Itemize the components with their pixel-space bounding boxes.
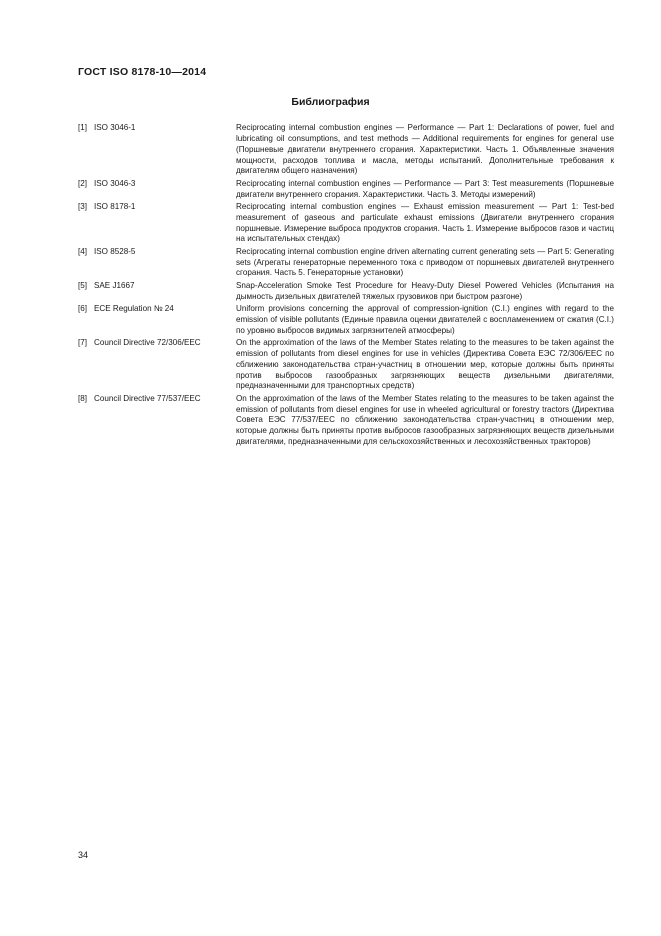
entry-description: Reciprocating internal combustion engines — Performance — Part 3: Test measurements (Поршневые двигатели внутреннего сгорания. Характеристики. Часть 3. Методы измерений) — [236, 178, 614, 199]
entry-reference: ECE Regulation № 24 — [94, 304, 174, 313]
bibliography-entry — [78, 281, 614, 303]
entry-description: Uniform provisions concerning the approval of compression-ignition (C.I.) engines with regard to the emission of visible pollutants (Единые правила оценки двигателей с воспламенением от сжатия (C.I.) по уровню выбросов видимых загрязнителей атмосферы) — [236, 304, 614, 335]
entry-reference: Council Directive 77/537/EEC — [94, 393, 201, 403]
entry-number: [3] — [78, 201, 87, 211]
page-number: 34 — [78, 850, 89, 860]
bibliography-entry — [78, 304, 614, 337]
entry-reference: ISO 8178-1 — [94, 201, 136, 211]
bibliography-entry — [78, 179, 614, 201]
bibliography-entry — [78, 247, 614, 280]
entry-number: [2] — [78, 178, 87, 188]
entry-number: [6] — [78, 304, 87, 313]
entry-description: Reciprocating internal combustion engines — Performance — Part 1: Declarations of power, fuel and lubricating oil consumptions, and test methods — Additional requirements for engines for general use (Поршневые двигатели внутреннего сгорания. Характеристики. Часть 1. Объявленные значения мощности, расходов топлива и масла, методы испытаний. Дополнительные требования к двигателям общего назначения) — [236, 123, 614, 176]
bibliography-entry — [78, 123, 614, 177]
entry-number: [1] — [78, 123, 87, 132]
entry-number: [8] — [78, 393, 87, 403]
bibliography-entry — [78, 338, 614, 392]
entry-description: Reciprocating internal combustion engine driven alternating current generating sets — Part 5: Generating sets (Агрегаты генераторные переменного тока с приводом от поршневых двигателей внутреннего сгорания. Часть 5. Генераторные установки) — [236, 246, 614, 278]
entry-reference: Council Directive 72/306/EEC — [94, 338, 201, 348]
entry-description: On the approximation of the laws of the Member States relating to the measures to be taken against the emission of pollutants from diesel engines for use in wheeled agricultural or forestry tractors (Директива Совета ЕЭС 77/537/EEC по сближению законодательства стран-участниц в отношении мер, которые должны быть приняты против выбросов газообразных загрязняющих веществ дизельными двигателями, предназначенными для сельскохозяйственных и лесохозяйственных тракторов) — [236, 393, 614, 447]
entry-description: On the approximation of the laws of the Member States relating to the measures to be taken against the emission of pollutants from diesel engines for use in vehicles (Директива Совета ЕЭС 72/306/EEC по сближению законодательства стран-участниц в отношении мер, которые должны быть приняты против выбросов газообразных загрязняющих веществ дизельными двигателями, предназначенными для транспортных средств) — [236, 338, 614, 391]
entry-reference: ISO 8528-5 — [94, 246, 136, 256]
entry-number: [5] — [78, 280, 87, 290]
bibliography-title: Библиография — [291, 96, 370, 108]
bibliography-entry — [78, 202, 614, 245]
entry-number: [4] — [78, 246, 87, 256]
bibliography-entry — [78, 394, 614, 448]
entry-reference: ISO 3046-3 — [94, 178, 136, 188]
document-header: ГОСТ ISO 8178-10—2014 — [78, 66, 207, 78]
entry-reference: ISO 3046-1 — [94, 123, 136, 132]
entry-description: Snap-Acceleration Smoke Test Procedure for Heavy-Duty Diesel Powered Vehicles (Испытания на дымность дизельных двигателей тяжелых грузовиков при быстром разгоне) — [236, 280, 614, 301]
entry-reference: SAE J1667 — [94, 280, 135, 290]
bibliography-list — [78, 123, 614, 449]
entry-description: Reciprocating internal combustion engines — Exhaust emission measurement — Part 1: Test-bed measurement of gaseous and particulate exhaust emissions (Двигатели внутреннего сгорания поршневые. Измерение выброса продуктов сгорания. Часть 1. Измерение выбросов газов и частиц на испытательных стендах) — [236, 201, 614, 244]
entry-number: [7] — [78, 338, 87, 348]
